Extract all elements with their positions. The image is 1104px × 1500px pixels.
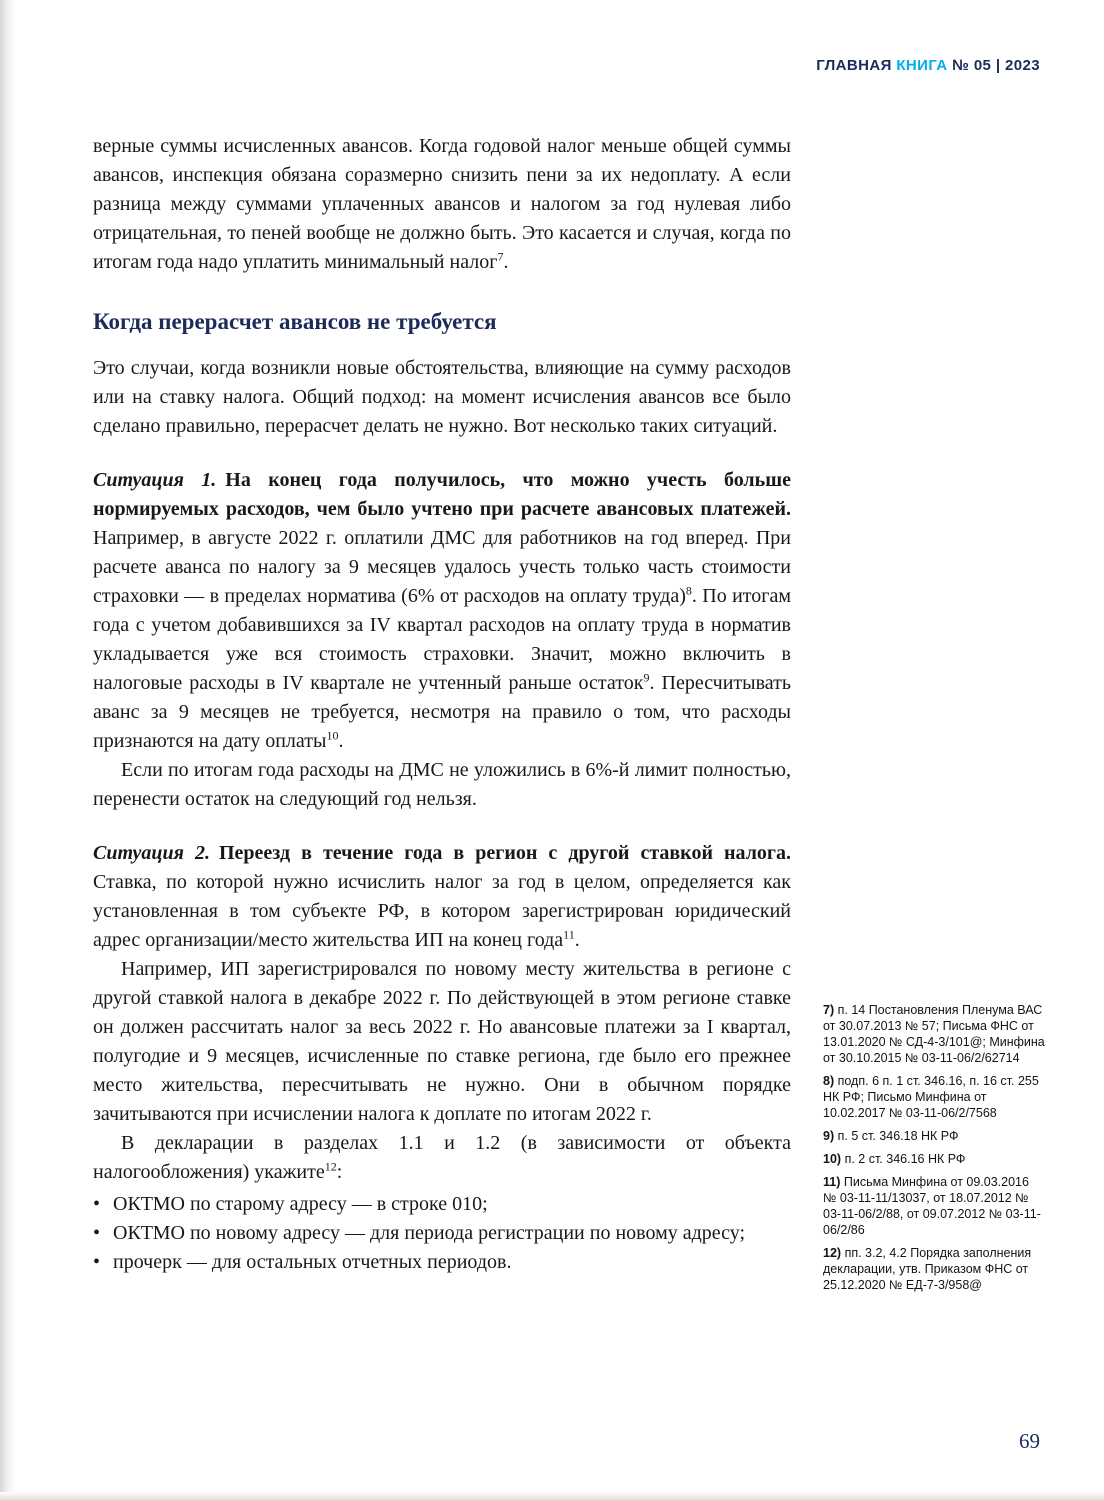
footnote-number: 8) [823,1074,835,1088]
footnote-number: 7) [823,1003,835,1017]
bullet-text: прочерк — для остальных отчетных периодов. [113,1251,512,1273]
footnote-text: Письма Минфина от 09.03.2016 № 03-11-11/13037, от 18.07.2012 № 03-11-06/2/88, от 09.07.2012 № 03-11-06/2/86 [823,1175,1041,1237]
section-intro-paragraph: Это случаи, когда возникли новые обстоятельства, влияющие на сумму расходов или на ставку налога. Общий подход: на момент исчисления авансов все было сделано правильно, перерасчет делать не нужно. Вот несколько таких ситуаций. [93,357,791,437]
section-heading: Когда перерасчет авансов не требуется [93,309,497,334]
footnote-12 [823,1245,1045,1293]
footnote-number: 12) [823,1246,842,1260]
footnote-ref-12: 12 [324,1159,337,1174]
footnote-ref-7: 7 [497,249,504,264]
situation-1-paragraph-2: Если по итогам года расходы на ДМС не уложились в 6%-й лимит полностью, перенести остаток на следующий год нельзя. [93,759,791,810]
declaration-paragraph [93,1129,791,1187]
bullet-text: ОКТМО по новому адресу — для периода регистрации по новому адресу; [113,1222,746,1244]
situation-1-tail: . [338,730,344,752]
sidebar-footnotes [823,1002,1045,1300]
footnote-number: 10) [823,1152,842,1166]
bullet-list [93,1190,791,1277]
footnote-ref-8: 8 [685,583,692,598]
situation-1-text: . По итогам года с учетом добавившихся за IV квартал расходов на оплату труда в норматив укладывается уже вся стоимость страховки. Значит, можно включить в налоговые расходы в IV квартале не учтенный раньше остаток [93,585,791,694]
situation-1-paragraph [93,466,791,756]
footnote-text: п. 5 ст. 346.18 НК РФ [837,1129,959,1143]
brand-kniga: КНИГА [896,57,948,74]
situation-1-label: Ситуация 1. [93,469,217,491]
situation-1-lead: На конец года получилось, что можно учесть больше нормируемых расходов, чем было учтено при расчете авансовых платежей. [93,469,791,520]
list-item [93,1190,791,1219]
situation-2-label: Ситуация 2. [93,842,210,864]
footnote-number: 9) [823,1129,835,1143]
footnote-text: п. 14 Постановления Пленума ВАС от 30.07.2013 № 57; Письма ФНС от 13.01.2020 № СД-4-3/101@; Минфина от 30.10.2015 № 03-11-06/2/62714 [823,1003,1045,1065]
declaration-text: В декларации в разделах 1.1 и 1.2 (в зависимости от объекта налогообложения) укажите [93,1132,791,1183]
footnote-10 [823,1151,1045,1167]
bullet-icon: • [93,1193,101,1215]
situation-1-text: . Пересчитывать аванс за 9 месяцев не требуется, несмотря на правило о том, что расходы признаются на дату оплаты [93,672,792,752]
brand-glavnaya: ГЛАВНАЯ [816,57,892,74]
situation-2-tail: . [574,929,580,951]
intro-text: верные суммы исчисленных авансов. Когда годовой налог меньше общей суммы авансов, инспекция обязана соразмерно снизить пени за их недоплату. А если разница между суммами уплаченных авансов и налогом за год нулевая либо отрицательная, то пеней вообще не должно быть. Это касается и случая, когда по итогам года надо уплатить минимальный налог [93,135,791,273]
situation-2-text: Ставка, по которой нужно исчислить налог за год в целом, определяется как установленная в том субъекте РФ, в котором зарегистрирован юридический адрес организации/место жительства ИП на конец года [93,871,791,951]
footnote-9 [823,1128,1045,1144]
intro-tail: . [503,251,509,273]
footnote-number: 11) [823,1175,841,1189]
list-item [93,1219,791,1248]
page-header [816,57,1040,74]
list-item [93,1248,791,1277]
footnote-7 [823,1002,1045,1066]
footnote-11 [823,1174,1045,1238]
page-bottom-edge [0,1492,1104,1500]
page-left-edge [0,0,16,1500]
bullet-icon: • [93,1251,101,1273]
footnote-text: подп. 6 п. 1 ст. 346.16, п. 16 ст. 255 НК РФ; Письмо Минфина от 10.02.2017 № 03-11-06/2/7568 [823,1074,1039,1120]
footnote-text: пп. 3.2, 4.2 Порядка заполнения декларации, утв. Приказом ФНС от 25.12.2020 № ЕД-7-3/958@ [823,1246,1032,1292]
issue-number: № 05 | 2023 [952,57,1040,74]
situation-1-text: Например, в августе 2022 г. оплатили ДМС для работников на год вперед. При расчете аванса по налогу за 9 месяцев удалось учесть только часть стоимости страховки — в пределах норматива (6% от расходов на оплату труда) [93,527,791,607]
footnote-ref-9: 9 [643,670,650,685]
declaration-tail: : [336,1161,343,1183]
main-text-column [93,132,791,1277]
situation-2-paragraph-2: Например, ИП зарегистрировался по новому месту жительства в регионе с другой ставкой налога в декабре 2022 г. По действующей в этом регионе ставке он должен рассчитать налог за весь 2022 г. Но авансовые платежи за I квартал, полугодие и 9 месяцев, исчисленные по ставке региона, где было его прежнее место жительства, пересчитывать не нужно. Они в обычном порядке зачитываются при исчислении налога к доплате по итогам 2022 г. [93,958,791,1125]
situation-2-paragraph [93,839,791,955]
footnote-text: п. 2 ст. 346.16 НК РФ [844,1152,966,1166]
footnote-ref-11: 11 [563,927,575,942]
bullet-icon: • [93,1222,101,1244]
footnote-8 [823,1073,1045,1121]
page-number: 69 [1019,1429,1040,1453]
bullet-text: ОКТМО по старому адресу — в строке 010; [113,1193,488,1215]
footnote-ref-10: 10 [326,728,339,743]
situation-2-lead: Переезд в течение года в регион с другой ставкой налога. [218,842,791,864]
intro-paragraph [93,132,791,277]
